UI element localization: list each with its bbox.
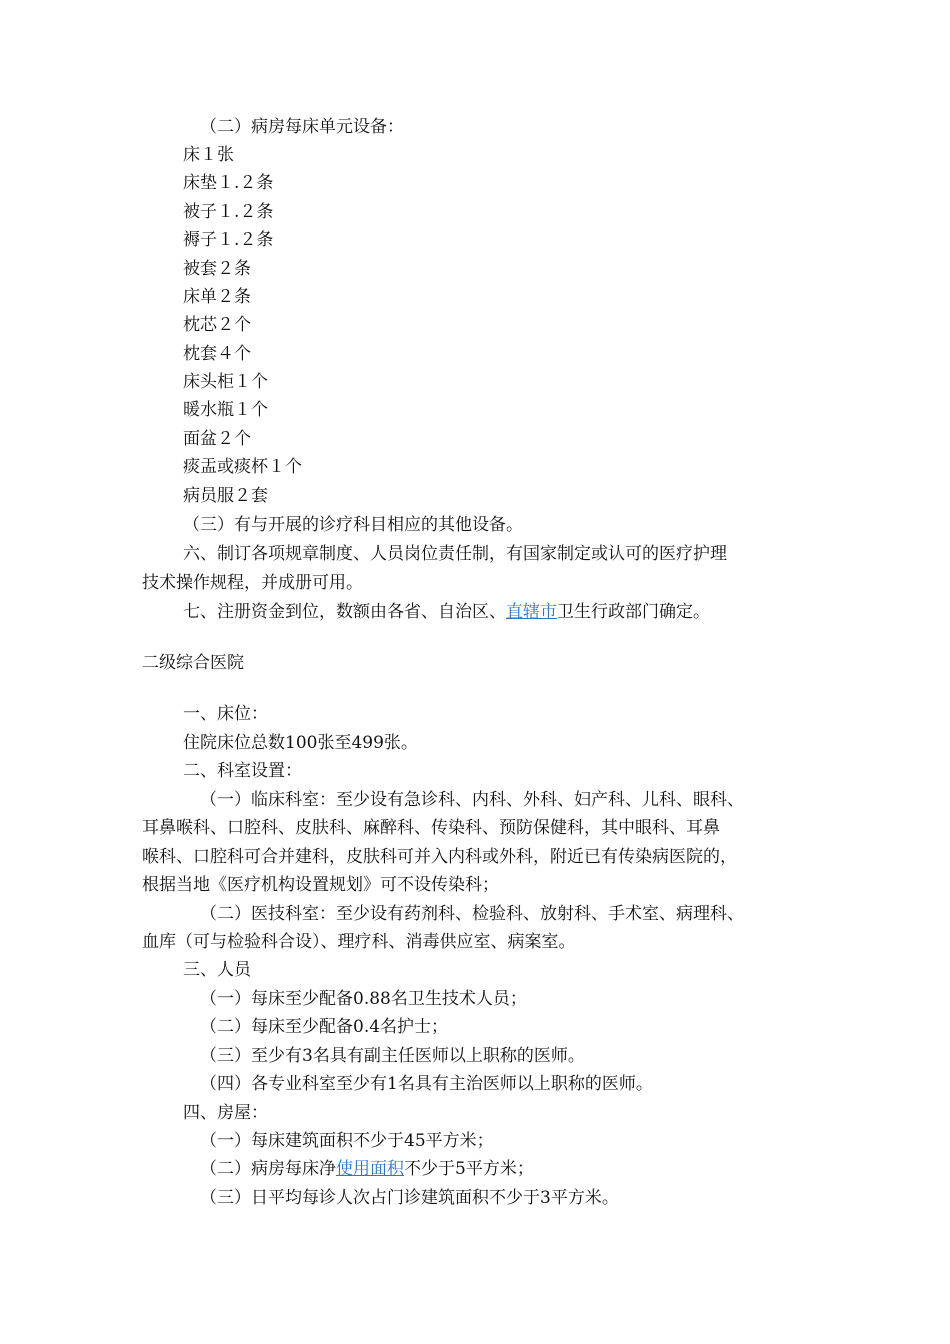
clinical-line: 根据当地《医疗机构设置规划》可不设传染科； <box>142 875 499 895</box>
equipment-heading: （二）病房每床单元设备： <box>200 117 404 137</box>
capital-text-before: 七、注册资金到位，数额由各省、自治区、 <box>183 602 506 622</box>
equipment-item: 枕套４个 <box>183 344 251 364</box>
departments-heading: 二、科室设置： <box>183 761 302 781</box>
building-heading: 四、房屋： <box>183 1103 268 1123</box>
equipment-item: 面盆２个 <box>183 429 251 449</box>
equipment-item: 床１张 <box>183 145 234 165</box>
clinical-line: （一）临床科室：至少设有急诊科、内科、外科、妇产科、儿科、眼科、 <box>200 790 744 810</box>
section-title: 二级综合医院 <box>142 653 244 673</box>
usable-area-link[interactable]: 使用面积 <box>336 1159 404 1179</box>
staff-item: （三）至少有3名具有副主任医师以上职称的医师。 <box>200 1046 585 1066</box>
building-item: （三）日平均每诊人次占门诊建筑面积不少于3平方米。 <box>200 1188 619 1208</box>
clinical-line: 喉科、口腔科可合并建科，皮肤科可并入内科或外科，附近已有传染病医院的， <box>142 847 737 867</box>
building-item2-before: （二）病房每床净 <box>200 1159 336 1179</box>
building-item2-after: 不少于5平方米； <box>404 1159 534 1179</box>
capital-text-after: 卫生行政部门确定。 <box>557 602 710 622</box>
other-equipment: （三）有与开展的诊疗科目相应的其他设备。 <box>183 515 523 535</box>
capital-paragraph <box>183 598 710 626</box>
rules-paragraph-line2: 技术操作规程，并成册可用。 <box>142 573 363 593</box>
beds-heading: 一、床位： <box>183 704 268 724</box>
equipment-item: 被子１.２条 <box>183 202 274 222</box>
rules-paragraph-line1: 六、制订各项规章制度、人员岗位责任制，有国家制定或认可的医疗护理 <box>183 544 727 564</box>
clinical-line: 耳鼻喉科、口腔科、皮肤科、麻醉科、传染科、预防保健科，其中眼科、耳鼻 <box>142 818 720 838</box>
staff-item: （四）各专业科室至少有1名具有主治医师以上职称的医师。 <box>200 1074 653 1094</box>
municipality-link[interactable]: 直辖市 <box>506 602 557 622</box>
equipment-item: 床头柜１个 <box>183 372 268 392</box>
building-item <box>200 1155 534 1183</box>
staff-item: （二）每床至少配备0.4名护士； <box>200 1017 449 1037</box>
equipment-item: 暖水瓶１个 <box>183 400 268 420</box>
equipment-item: 病员服２套 <box>183 486 268 506</box>
staff-heading: 三、人员 <box>183 960 251 980</box>
equipment-item: 被套２条 <box>183 259 251 279</box>
beds-text: 住院床位总数100张至499张。 <box>183 733 418 753</box>
equipment-item: 床单２条 <box>183 287 251 307</box>
equipment-item: 痰盂或痰杯１个 <box>183 457 302 477</box>
staff-item: （一）每床至少配备0.88名卫生技术人员； <box>200 989 527 1009</box>
equipment-item: 枕芯２个 <box>183 315 251 335</box>
medtech-line: （二）医技科室：至少设有药剂科、检验科、放射科、手术室、病理科、 <box>200 904 744 924</box>
building-item: （一）每床建筑面积不少于45平方米； <box>200 1131 494 1151</box>
equipment-item: 褥子１.２条 <box>183 230 274 250</box>
equipment-item: 床垫１.２条 <box>183 173 274 193</box>
medtech-line: 血库（可与检验科合设）、理疗科、消毒供应室、病案室。 <box>142 932 576 952</box>
